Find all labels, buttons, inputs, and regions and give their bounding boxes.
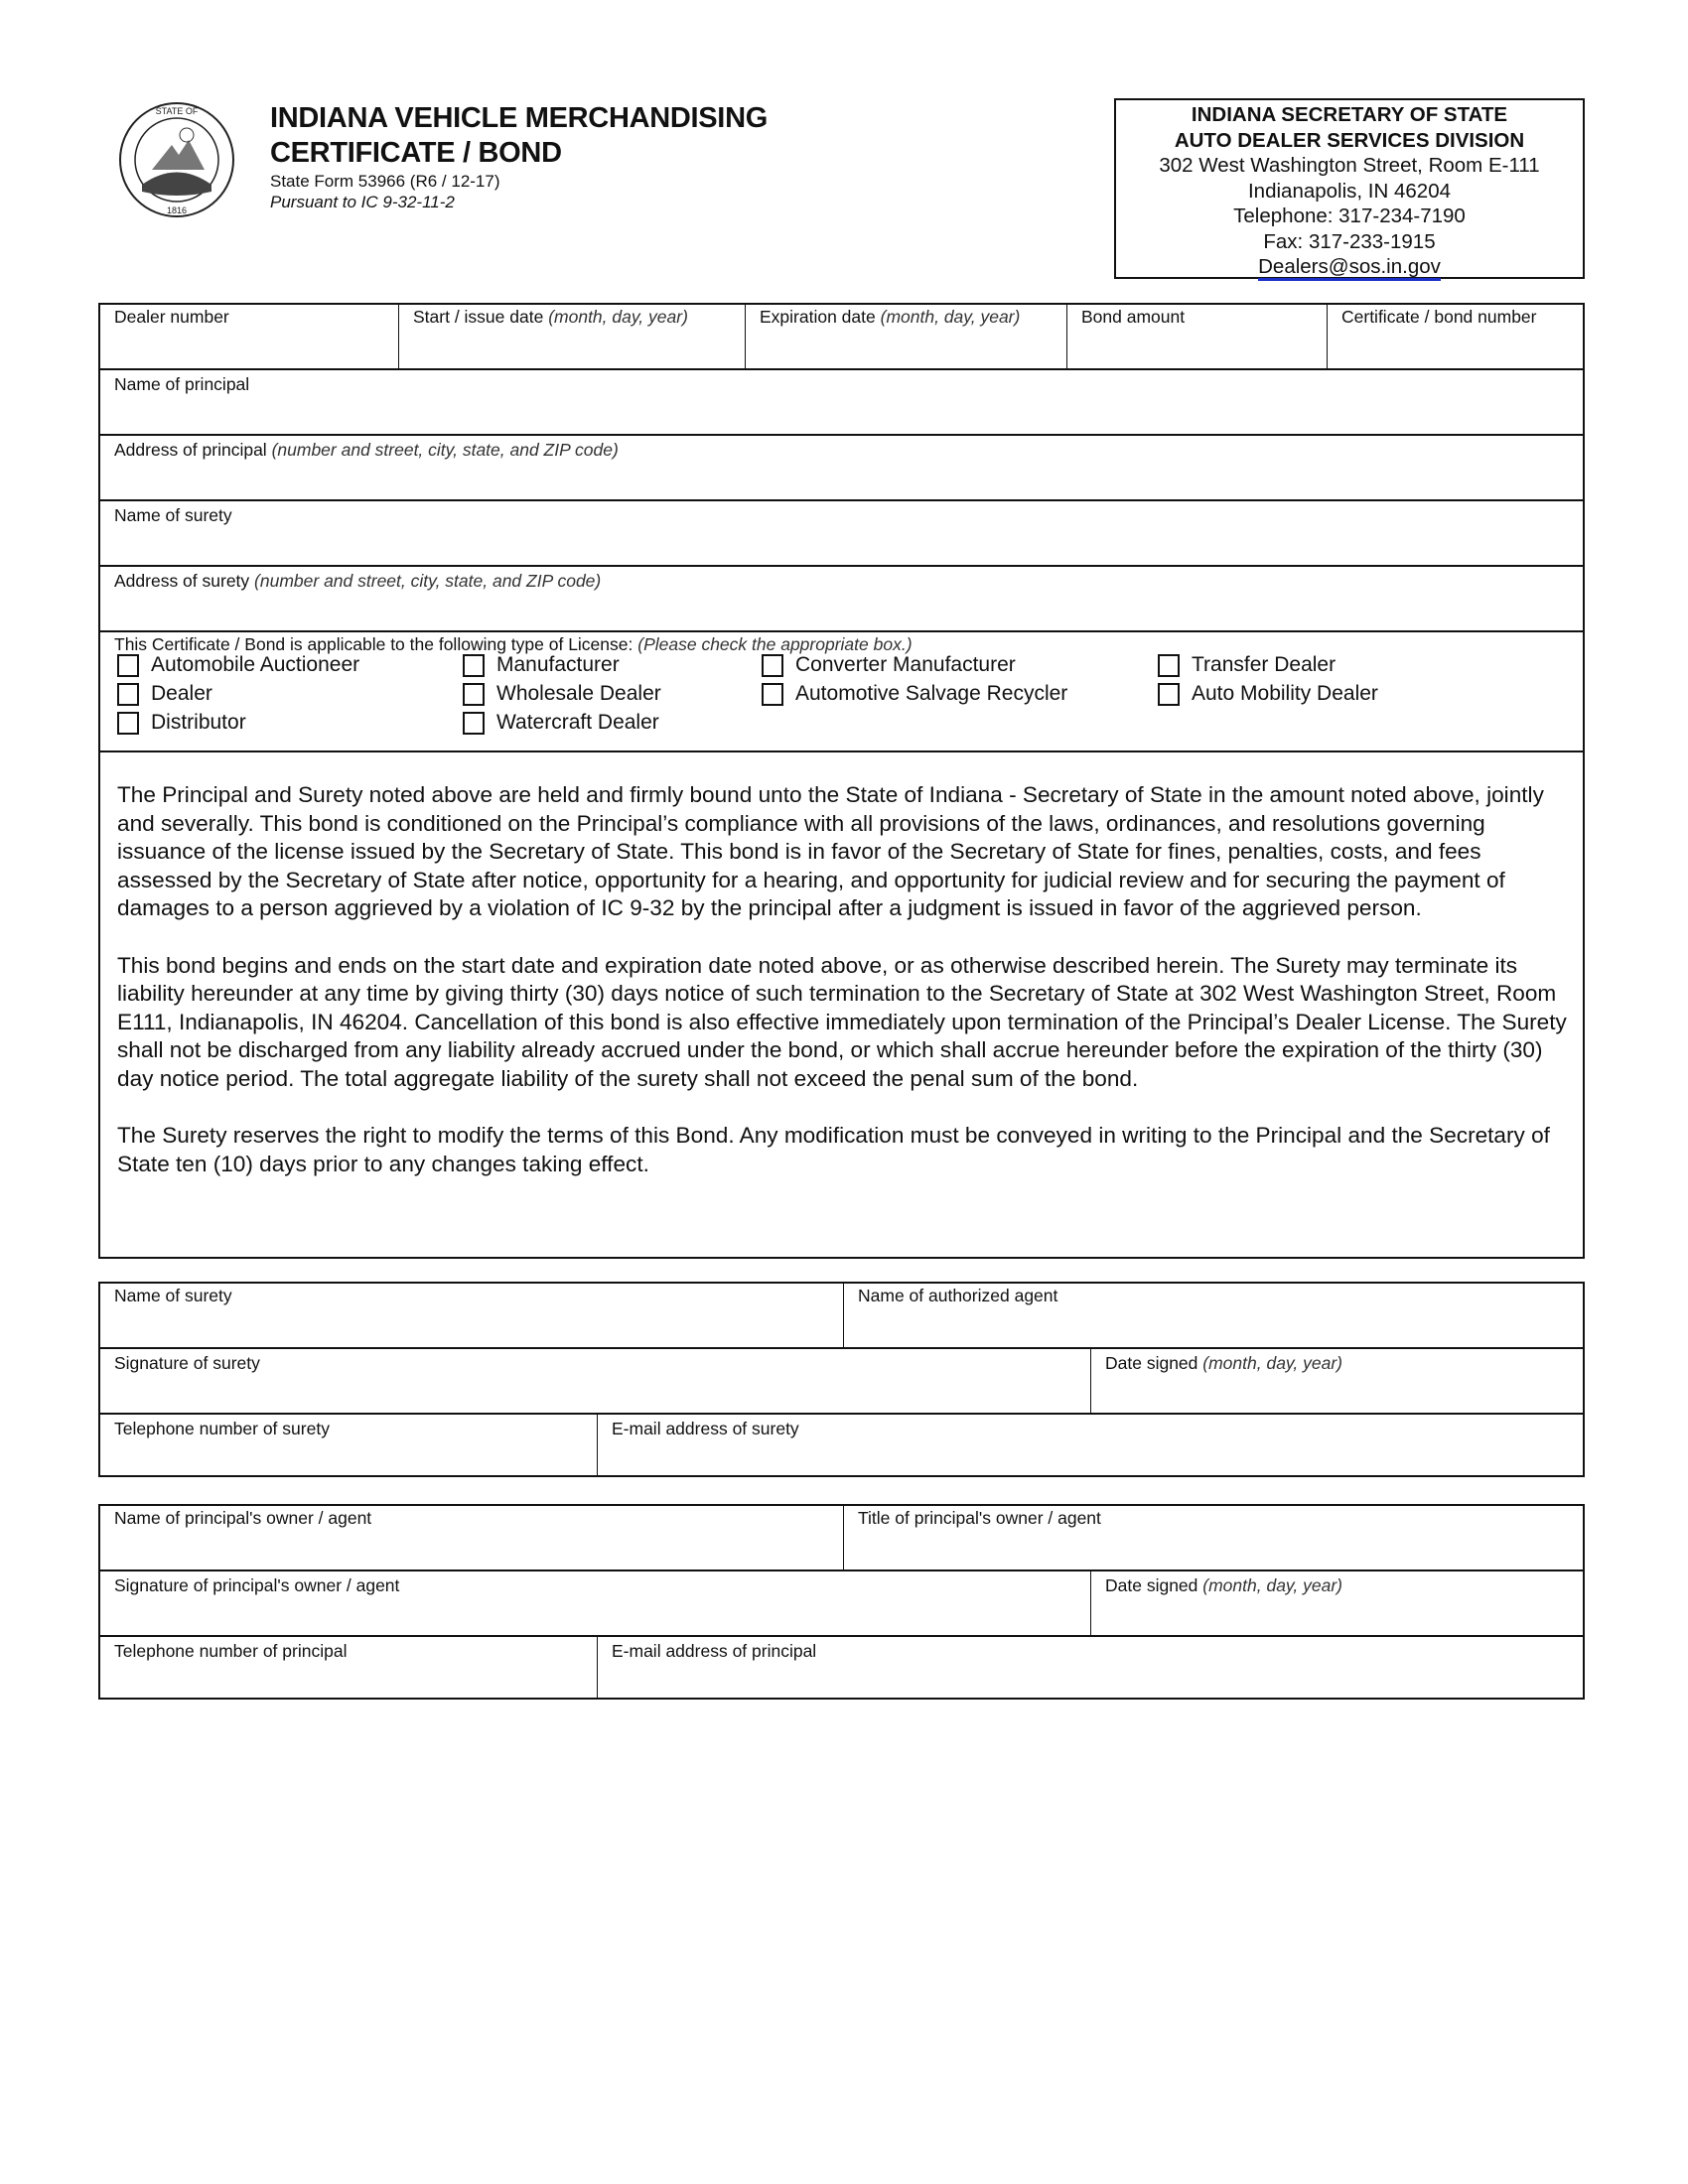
principal-address-field[interactable] — [100, 436, 1583, 499]
agency-division: AUTO DEALER SERVICES DIVISION — [1174, 128, 1525, 152]
checkbox-dealer[interactable] — [117, 682, 212, 706]
surety-signature-table — [98, 1282, 1585, 1477]
field-label: Date signed — [1105, 1575, 1198, 1595]
field-label: E-mail address of surety — [612, 1419, 799, 1438]
principal-owner-title-field[interactable] — [843, 1504, 1583, 1570]
field-hint: (number and street, city, state, and ZIP code) — [254, 571, 602, 591]
bond-terms — [117, 781, 1577, 1207]
surety-name-field[interactable] — [100, 501, 1583, 565]
field-hint: (month, day, year) — [548, 306, 688, 327]
field-label: Signature of surety — [114, 1353, 260, 1373]
authorized-agent-field[interactable] — [843, 1282, 1583, 1347]
checkbox-box — [762, 683, 783, 706]
bond-details-table — [98, 303, 1585, 1259]
field-label: Name of principal — [114, 374, 250, 394]
field-hint: (number and street, city, state, and ZIP code) — [271, 440, 619, 460]
agency-fax: Fax: 317-233-1915 — [1263, 229, 1436, 253]
field-label: Start / issue date — [413, 306, 544, 327]
field-label: Name of authorized agent — [858, 1285, 1058, 1305]
field-label: This Certificate / Bond is applicable to the following type of License: — [114, 634, 633, 654]
start-date-field[interactable] — [398, 303, 745, 368]
title-line-1: INDIANA VEHICLE MERCHANDISING — [270, 102, 768, 134]
field-label: Date signed — [1105, 1353, 1198, 1373]
field-label: Watercraft Dealer — [496, 711, 659, 734]
surety-name-sign-field[interactable] — [100, 1282, 843, 1347]
dealer-number-field[interactable] — [100, 303, 398, 368]
field-label: Name of surety — [114, 1285, 232, 1305]
agency-contact-box — [1114, 98, 1585, 279]
checkbox-box — [117, 683, 139, 706]
principal-date-signed-field[interactable] — [1090, 1571, 1583, 1635]
checkbox-box — [1158, 654, 1180, 677]
field-label: Certificate / bond number — [1341, 306, 1537, 327]
svg-text:STATE OF: STATE OF — [155, 106, 199, 116]
surety-signature-field[interactable] — [100, 1349, 1090, 1413]
field-label: Distributor — [151, 711, 246, 734]
form-subtitle — [270, 171, 500, 212]
field-label: Telephone number of surety — [114, 1419, 330, 1438]
checkbox-automobile-auctioneer[interactable] — [117, 653, 359, 677]
checkbox-box — [762, 654, 783, 677]
surety-date-signed-field[interactable] — [1090, 1349, 1583, 1413]
checkbox-box — [463, 712, 485, 735]
surety-address-field[interactable] — [100, 567, 1583, 630]
field-label: E-mail address of principal — [612, 1641, 817, 1661]
field-hint: (month, day, year) — [1202, 1575, 1342, 1595]
certificate-number-field[interactable] — [1327, 303, 1583, 368]
checkbox-box — [117, 712, 139, 735]
field-label: Transfer Dealer — [1192, 653, 1336, 676]
field-label: Dealer — [151, 682, 212, 705]
field-label: Dealer number — [114, 306, 229, 327]
checkbox-auto-mobility-dealer[interactable] — [1158, 682, 1378, 706]
agency-telephone: Telephone: 317-234-7190 — [1233, 205, 1466, 227]
agency-email-link[interactable]: Dealers@sos.in.gov — [1258, 255, 1441, 281]
field-label: Converter Manufacturer — [795, 653, 1016, 676]
terms-paragraph: The Surety reserves the right to modify the terms of this Bond. Any modification must be conveyed in writing to the Principal and the Secretary of State ten (10) days prior to any changes taking effect. — [117, 1123, 1550, 1176]
surety-telephone-field[interactable] — [100, 1415, 597, 1475]
agency-city: Indianapolis, IN 46204 — [1247, 179, 1451, 203]
field-label: Automotive Salvage Recycler — [795, 682, 1068, 705]
principal-signature-table — [98, 1504, 1585, 1700]
checkbox-box — [117, 654, 139, 677]
form-title — [270, 101, 768, 171]
field-hint: (Please check the appropriate box.) — [637, 634, 913, 654]
agency-address: 302 West Washington Street, Room E-111 — [1159, 154, 1540, 177]
principal-signature-field[interactable] — [100, 1571, 1090, 1635]
checkbox-box — [1158, 683, 1180, 706]
form-number: State Form 53966 (R6 / 12-17) — [270, 172, 500, 191]
field-label: Telephone number of principal — [114, 1641, 348, 1661]
svg-text:1816: 1816 — [166, 205, 188, 215]
surety-email-field[interactable] — [597, 1415, 1583, 1475]
field-label: Address of principal — [114, 440, 267, 460]
form-authority: Pursuant to IC 9-32-11-2 — [270, 193, 455, 211]
checkbox-box — [463, 654, 485, 677]
field-label: Signature of principal's owner / agent — [114, 1575, 400, 1595]
field-label: Auto Mobility Dealer — [1192, 682, 1378, 705]
checkbox-distributor[interactable] — [117, 711, 246, 735]
field-label: Manufacturer — [496, 653, 620, 676]
checkbox-manufacturer[interactable] — [463, 653, 620, 677]
field-label: Automobile Auctioneer — [151, 653, 360, 676]
field-hint: (month, day, year) — [880, 306, 1021, 327]
checkbox-automotive-salvage-recycler[interactable] — [762, 682, 1067, 706]
checkbox-converter-manufacturer[interactable] — [762, 653, 1016, 677]
field-label: Expiration date — [760, 306, 876, 327]
field-label: Wholesale Dealer — [496, 682, 661, 705]
state-seal-logo — [117, 100, 236, 219]
checkbox-transfer-dealer[interactable] — [1158, 653, 1336, 677]
field-label: Bond amount — [1081, 306, 1186, 327]
agency-name: INDIANA SECRETARY OF STATE — [1191, 103, 1508, 126]
license-prompt — [114, 634, 913, 655]
title-line-2: CERTIFICATE / BOND — [270, 137, 562, 169]
checkbox-wholesale-dealer[interactable] — [463, 682, 661, 706]
expiration-date-field[interactable] — [745, 303, 1066, 368]
checkbox-box — [463, 683, 485, 706]
terms-paragraph: The Principal and Surety noted above are held and firmly bound unto the State of Indiana - Secretary of State in the amount noted above, jointly and severally. This bond is conditioned on the Principal’s compliance with all provisions of the laws, ordinances, and resolutions governing issuance of the license issued by the Secretary of State. This bond is in favor of the Secretary of State for fines, penalties, costs, and fees assessed by the Secretary of State after notice, opportunity for a hearing, and opportunity for judicial review and for securing the payment of damages to a person aggrieved by a violation of IC 9-32 by the principal after a judgment is issued in favor of the aggrieved person. — [117, 782, 1544, 921]
principal-owner-name-field[interactable] — [100, 1504, 843, 1570]
field-hint: (month, day, year) — [1202, 1353, 1342, 1373]
field-label: Address of surety — [114, 571, 250, 591]
checkbox-watercraft-dealer[interactable] — [463, 711, 659, 735]
principal-name-field[interactable] — [100, 370, 1583, 434]
bond-amount-field[interactable] — [1066, 303, 1327, 368]
principal-email-field[interactable] — [597, 1637, 1583, 1698]
field-label: Name of principal's owner / agent — [114, 1507, 372, 1528]
field-label: Title of principal's owner / agent — [858, 1507, 1101, 1528]
field-label: Name of surety — [114, 505, 232, 525]
terms-paragraph: This bond begins and ends on the start date and expiration date noted above, or as otherwise described herein. The Surety may terminate its liability hereunder at any time by giving thirty (30) days notice of such termination to the Secretary of State at 302 West Washington Street, Room E111, Indianapolis, IN 46204. Cancellation of this bond is also effective immediately upon termination of the Principal’s Dealer License. The Surety shall not be discharged from any liability already accrued under the bond, or which shall accrue hereunder before the expiration of the thirty (30) day notice period. The total aggregate liability of the surety shall not exceed the penal sum of the bond. — [117, 952, 1567, 1091]
principal-telephone-field[interactable] — [100, 1637, 597, 1698]
